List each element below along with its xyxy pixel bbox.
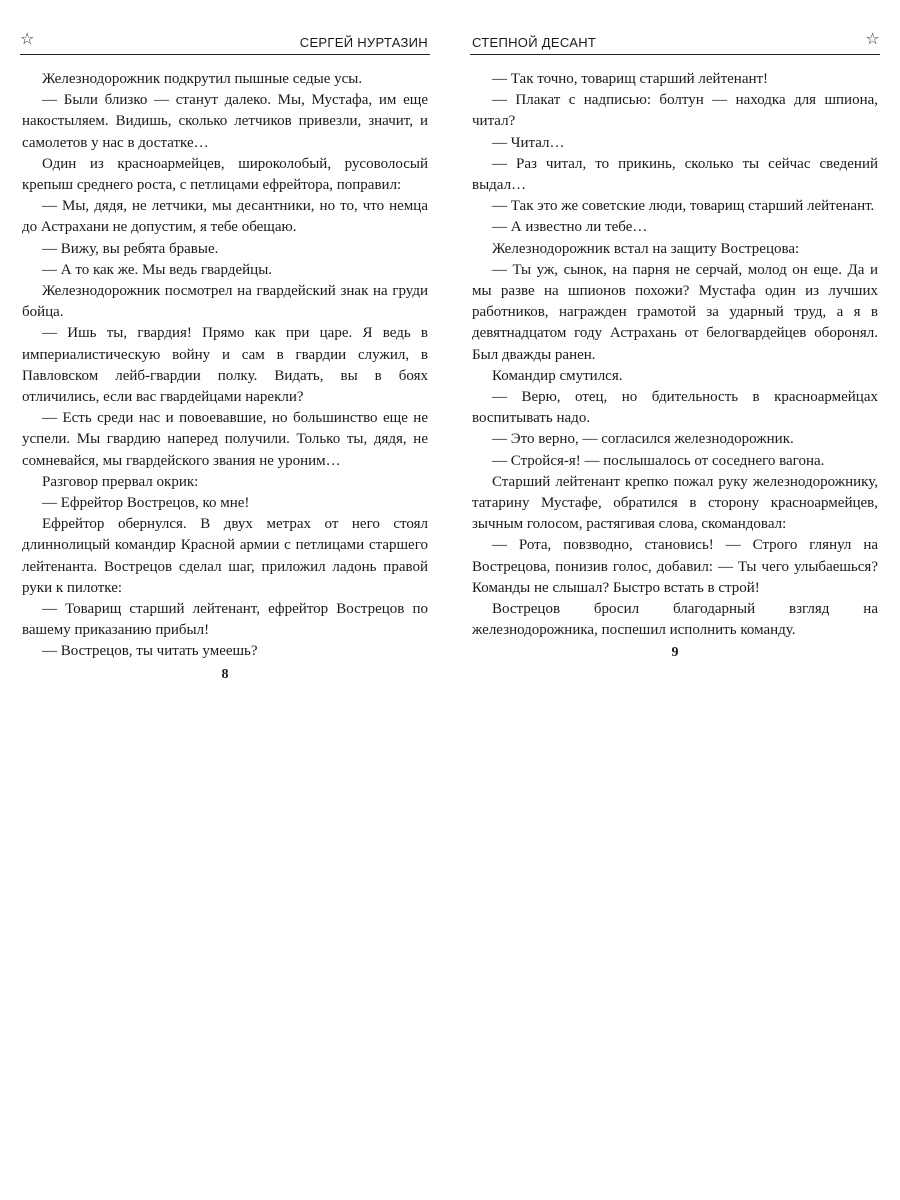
star-icon: ☆ xyxy=(865,31,880,48)
paragraph: — А то как же. Мы ведь гвардейцы. xyxy=(42,261,273,278)
paragraph: — Так точно, товарищ старший лейтенант! xyxy=(492,71,769,87)
left-page xyxy=(20,30,430,683)
paragraph: — Читал… xyxy=(492,134,565,151)
paragraph: — Ефрейтор Вострецов, ко мне! xyxy=(42,495,250,512)
paragraph: — Есть среди нас и повоевавшие, но большинство еще не успели. Мы гвардию наперед получили. Только ты, дядя, не сомневайся, мы гвардейского звания не уроним… xyxy=(22,410,428,469)
right-running-head xyxy=(470,30,880,55)
paragraph: — Вострецов, ты читать умеешь? xyxy=(42,643,258,660)
paragraph: — Ишь ты, гвардия! Прямо как при царе. Я ведь в империалистическую войну и сам в гвардии служил, в Павловском лейб-гвардии полку. Видать, вы в боях отличились, если вас гвардейцами нарекли? xyxy=(22,325,428,406)
paragraph: Один из красноармейцев, широколобый, русоволосый крепыш среднего роста, с петлицами ефрейтора, поправил: xyxy=(22,155,428,194)
paragraph: — Товарищ старший лейтенант, ефрейтор Вострецов по вашему приказанию прибыл! xyxy=(22,601,428,639)
paragraph: — А известно ли тебе… xyxy=(492,219,648,236)
paragraph: — Раз читал, то прикинь, сколько ты сейчас сведений выдал… xyxy=(472,155,878,194)
paragraph: — Стройся-я! — послышалось от соседнего вагона. xyxy=(492,452,825,469)
paragraph: Железнодорожник посмотрел на гвардейский знак на груди бойца. xyxy=(22,283,428,321)
paragraph: Железнодорожник подкрутил пышные седые усы. xyxy=(42,71,363,87)
paragraph: Разговор прервал окрик: xyxy=(42,473,199,490)
right-page xyxy=(470,30,880,661)
paragraph: Старший лейтенант крепко пожал руку железнодорожнику, татарину Мустафе, обратился в сторону красноармейцев, зычным голосом, растягивая слова, скомандовал: xyxy=(472,473,878,533)
paragraph: Железнодорожник встал на защиту Вострецова: xyxy=(492,240,800,257)
author-name: СЕРГЕЙ НУРТАЗИН xyxy=(299,35,428,50)
paragraph: — Верю, отец, но бдительность в красноармейцах воспитывать надо. xyxy=(472,389,878,427)
book-title: СТЕПНОЙ ДЕСАНТ xyxy=(472,35,597,50)
left-running-head xyxy=(20,30,430,55)
paragraph: Командир смутился. xyxy=(492,367,623,384)
paragraph: — Были близко — станут далеко. Мы, Мустафа, им еще накостыляем. Видишь, сколько летчиков привезли, значит, и самолетов у нас в достатке… xyxy=(22,92,428,151)
paragraph: Ефрейтор обернулся. В двух метрах от него стоял длиннолицый командир Красной армии с петлицами старшего лейтенанта. Вострецов сделал шаг, приложил ладонь правой руки к пилотке: xyxy=(22,516,428,596)
paragraph: — Так это же советские люди, товарищ старший лейтенант. xyxy=(492,198,875,215)
paragraph: Вострецов бросил благодарный взгляд на железнодорожника, поспешил исполнить команду. xyxy=(472,601,878,639)
paragraph: — Плакат с надписью: болтун — находка для шпиона, читал? xyxy=(472,92,878,130)
left-body-text xyxy=(20,69,430,663)
paragraph: — Вижу, вы ребята бравые. xyxy=(42,240,219,257)
right-body-text xyxy=(470,69,880,641)
paragraph: — Рота, повзводно, становись! — Строго глянул на Вострецова, понизив голос, добавил: — Ты чего улыбаешься? Команды не слышал? Быстро встать в строй! xyxy=(472,537,878,596)
paragraph: — Ты уж, сынок, на парня не серчай, молод он еще. Да и мы разве на шпионов похожи? Мустафа один из лучших работников, награжден грамотой за ударный труд, а я в девятнадцатом году Астрахань от белогвардейцев оборонял. Был дважды ранен. xyxy=(472,261,878,363)
page-number: 9 xyxy=(671,645,679,661)
paragraph: — Мы, дядя, не летчики, мы десантники, но то, что немца до Астрахани не допустим, я тебе обещаю. xyxy=(22,198,428,236)
star-icon: ☆ xyxy=(20,31,35,48)
page-number: 8 xyxy=(221,666,229,682)
paragraph: — Это верно, — согласился железнодорожник. xyxy=(492,431,794,448)
